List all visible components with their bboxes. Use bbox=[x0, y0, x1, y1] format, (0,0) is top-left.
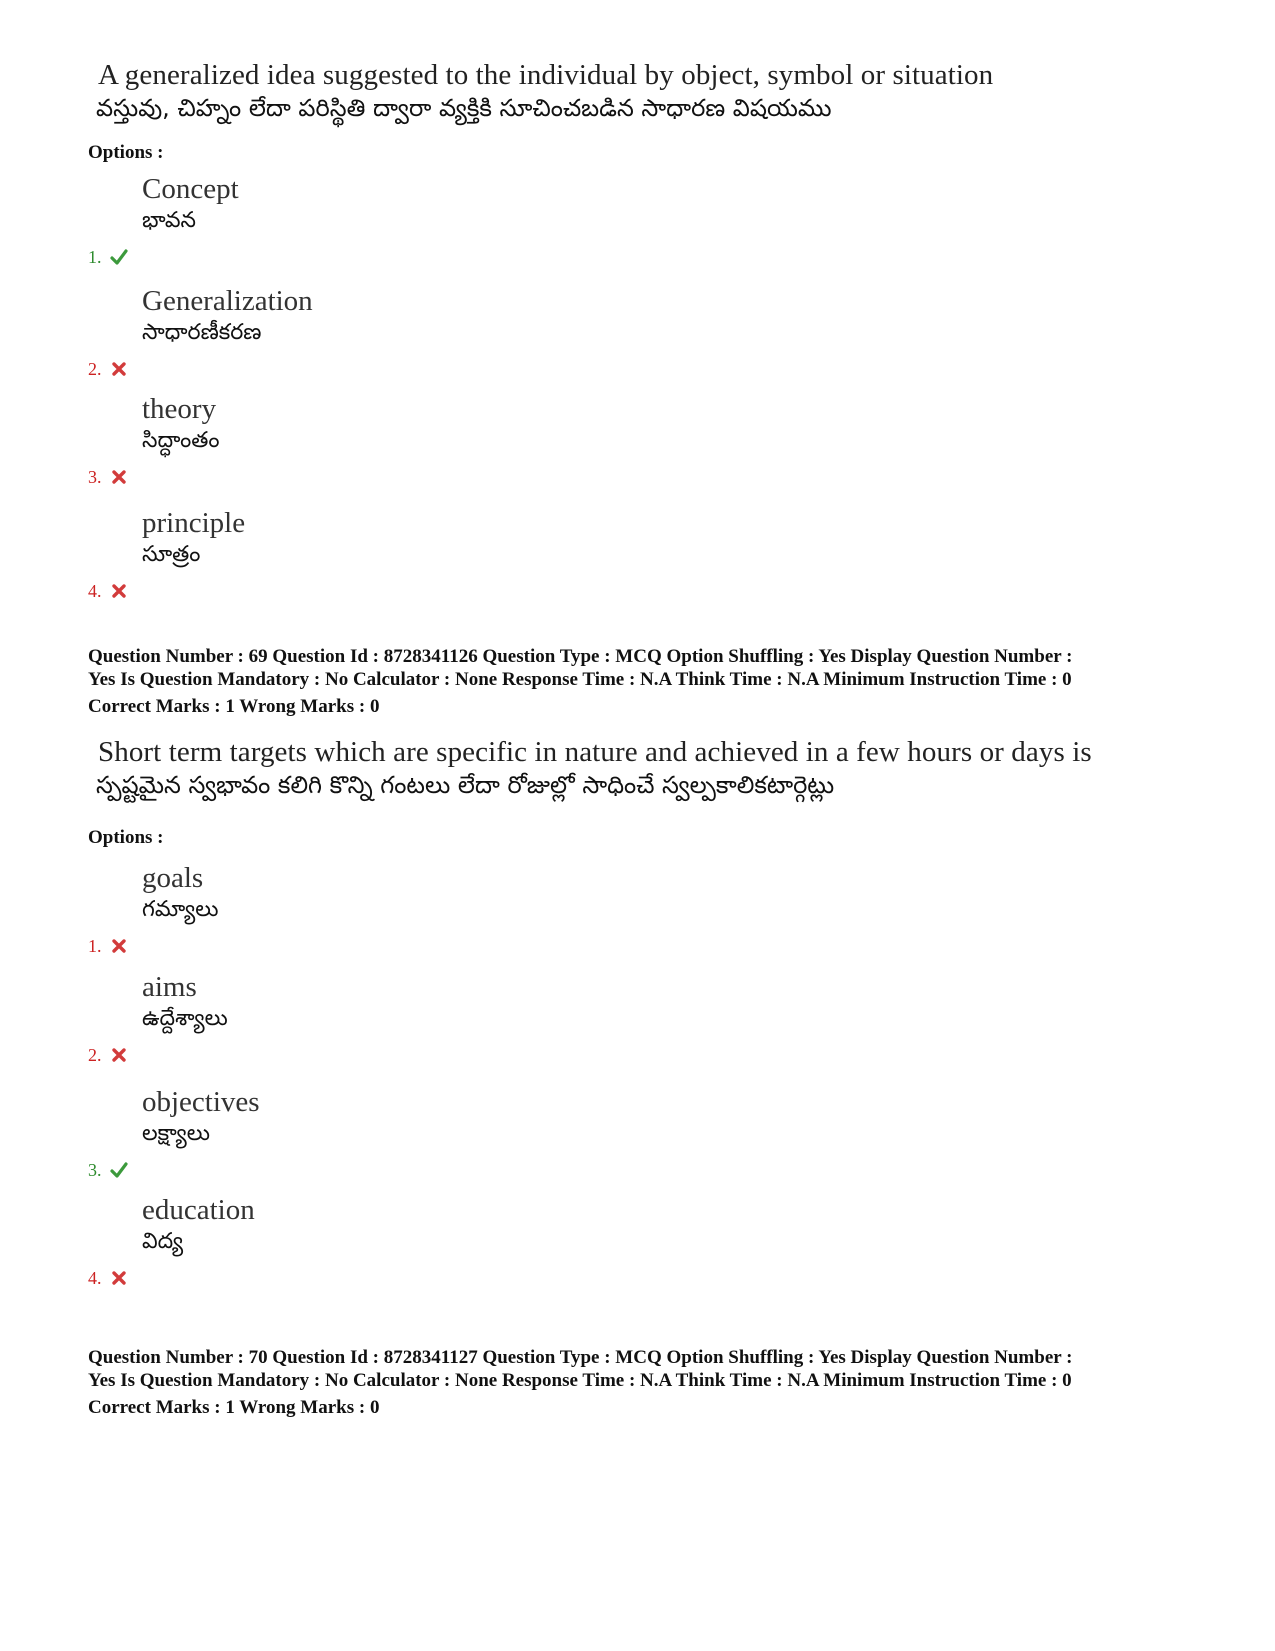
option-text-te: ఉద్దేశ్యాలు bbox=[142, 1006, 228, 1031]
option-number: 2. bbox=[88, 1045, 102, 1065]
question-meta bbox=[88, 1346, 1148, 1419]
option-item bbox=[88, 970, 688, 1070]
option-number: 2. bbox=[88, 359, 102, 379]
options-label: Options : bbox=[88, 142, 164, 163]
option-item bbox=[88, 392, 688, 492]
check-icon bbox=[110, 1161, 128, 1179]
option-number: 4. bbox=[88, 581, 102, 601]
cross-icon bbox=[110, 468, 128, 486]
marks-line: Correct Marks : 1 Wrong Marks : 0 bbox=[88, 696, 380, 717]
option-item bbox=[88, 172, 688, 272]
cross-icon bbox=[110, 582, 128, 600]
option-text bbox=[142, 284, 313, 348]
option-item bbox=[88, 1193, 688, 1293]
option-text bbox=[142, 172, 239, 236]
option-item bbox=[88, 284, 688, 384]
option-text-en: aims bbox=[142, 971, 197, 1003]
cross-icon bbox=[110, 937, 128, 955]
option-text-te: గమ్యాలు bbox=[142, 897, 219, 922]
option-text bbox=[142, 970, 228, 1034]
option-text-en: education bbox=[142, 1194, 255, 1226]
question-text-en: Short term targets which are specific in nature and achieved in a few hours or days is bbox=[98, 736, 1092, 768]
option-text bbox=[142, 1193, 255, 1257]
question-meta-line: Question Number : 70 Question Id : 8728341127 Question Type : MCQ Option Shuffling : Yes Display Question Number : bbox=[88, 1347, 1073, 1368]
option-text-te: సిద్ధాంతం bbox=[142, 428, 220, 453]
option-text-en: objectives bbox=[142, 1086, 260, 1118]
option-text-en: Concept bbox=[142, 173, 239, 205]
option-text-en: theory bbox=[142, 393, 217, 425]
question-text-te: వస్తువు, చిహ్నం లేదా పరిస్థితి ద్వారా వ్యక్తికి సూచించబడిన సాధారణ విషయము bbox=[96, 94, 832, 122]
option-text-te: విద్య bbox=[142, 1229, 184, 1254]
question-text-te: స్పష్టమైన స్వభావం కలిగి కొన్ని గంటలు లేదా రోజుల్లో సాధించే స్వల్పకాలికటార్గెట్లు bbox=[96, 771, 835, 799]
option-text-te: సూత్రం bbox=[142, 542, 201, 567]
option-text-te: సాధారణీకరణ bbox=[142, 320, 262, 345]
option-item bbox=[88, 1085, 688, 1185]
check-icon bbox=[110, 248, 128, 266]
question-meta bbox=[88, 645, 1148, 718]
option-text bbox=[142, 861, 218, 925]
question-text bbox=[98, 58, 993, 124]
options-label: Options : bbox=[88, 827, 164, 848]
option-text-te: భావన bbox=[142, 208, 196, 233]
question-text bbox=[98, 735, 1092, 801]
option-number: 1. bbox=[88, 936, 102, 956]
marks-line: Correct Marks : 1 Wrong Marks : 0 bbox=[88, 1397, 380, 1418]
question-text-en: A generalized idea suggested to the individual by object, symbol or situation bbox=[98, 59, 994, 91]
option-number: 3. bbox=[88, 1160, 102, 1180]
option-text bbox=[142, 506, 245, 570]
option-text-te: లక్ష్యాలు bbox=[142, 1121, 210, 1146]
option-text bbox=[142, 392, 220, 456]
question-meta-line: Question Number : 69 Question Id : 8728341126 Question Type : MCQ Option Shuffling : Yes Display Question Number : bbox=[88, 646, 1073, 667]
option-number: 4. bbox=[88, 1268, 102, 1288]
option-number: 3. bbox=[88, 467, 102, 487]
option-text-en: principle bbox=[142, 507, 246, 539]
option-text bbox=[142, 1085, 260, 1149]
option-text-en: goals bbox=[142, 862, 204, 894]
question-meta-line: Yes Is Question Mandatory : No Calculator : None Response Time : N.A Think Time : N.A Minimum Instruction Time : 0 bbox=[88, 1370, 1072, 1391]
option-item bbox=[88, 861, 688, 961]
cross-icon bbox=[110, 1269, 128, 1287]
option-item bbox=[88, 506, 688, 606]
cross-icon bbox=[110, 360, 128, 378]
option-text-en: Generalization bbox=[142, 285, 313, 317]
question-meta-line: Yes Is Question Mandatory : No Calculator : None Response Time : N.A Think Time : N.A Minimum Instruction Time : 0 bbox=[88, 669, 1072, 690]
option-number: 1. bbox=[88, 247, 102, 267]
cross-icon bbox=[110, 1046, 128, 1064]
